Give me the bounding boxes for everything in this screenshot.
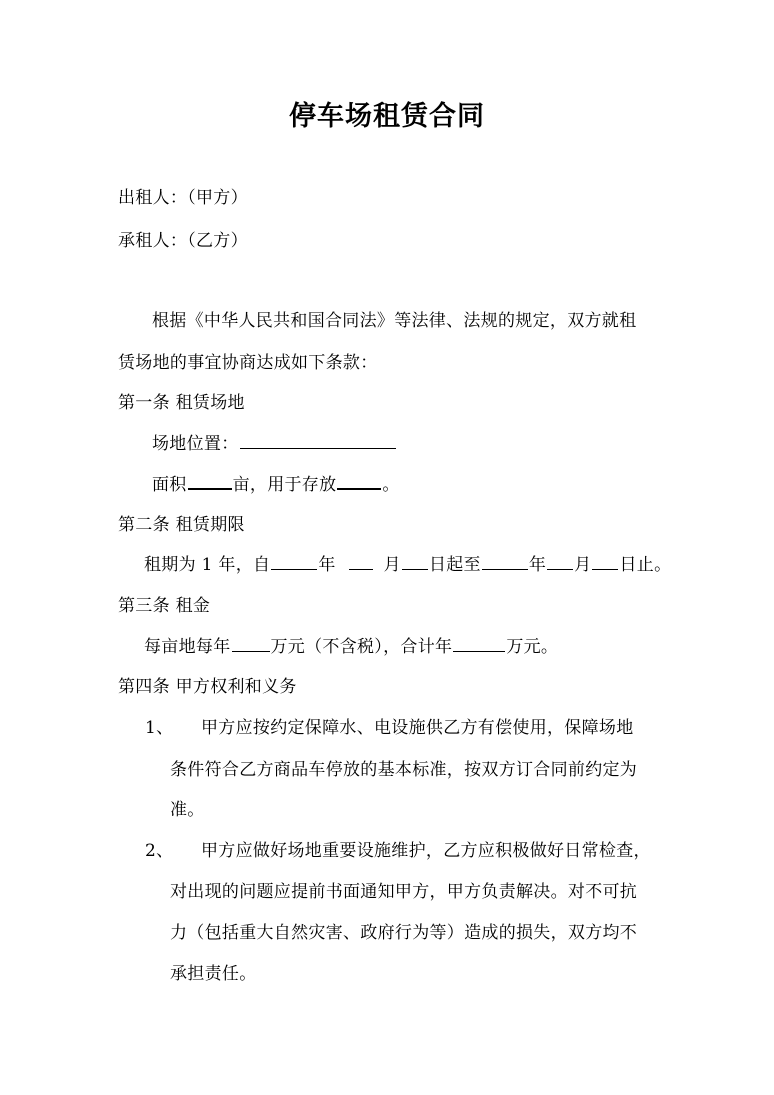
preamble-line-2: 赁场地的事宜协商达成如下条款：	[118, 353, 378, 373]
preamble-line-1: 根据《中华人民共和国合同法》等法律、法规的规定，双方就租	[152, 311, 637, 331]
end-year-blank[interactable]	[482, 551, 528, 570]
end-year-label: 年	[528, 555, 547, 575]
end-month-label: 月	[574, 555, 592, 575]
location-blank[interactable]	[240, 430, 396, 449]
area-blank[interactable]	[188, 470, 232, 490]
start-year-label: 年	[318, 555, 336, 575]
end-month-blank[interactable]	[547, 551, 573, 570]
location-line	[152, 429, 397, 454]
article-3-heading: 第三条 租金	[118, 596, 211, 616]
term-line	[144, 550, 671, 575]
article-1-heading: 第一条 租赁场地	[118, 393, 245, 413]
end-day-blank[interactable]	[592, 551, 618, 570]
rent-end: 万元。	[506, 637, 559, 657]
rent-line	[144, 632, 558, 657]
item-2-line-2: 对出现的问题应提前书面通知甲方，甲方负责解决。对不可抗	[170, 882, 638, 902]
area-line	[152, 470, 400, 495]
term-prefix: 租期为 1 年，自	[144, 555, 271, 575]
lessor-line: 出租人：（甲方）	[118, 188, 248, 208]
area-unit: 亩，用于存放	[232, 475, 337, 495]
item-2-line-4: 承担责任。	[170, 964, 257, 984]
article-4-heading: 第四条 甲方权利和义务	[118, 677, 297, 697]
item-2-number: 2、	[145, 841, 174, 861]
article-2-heading: 第二条 租赁期限	[118, 515, 245, 535]
item-2-line-1: 甲方应做好场地重要设施维护，乙方应积极做好日常检查，	[201, 841, 651, 861]
rent-per-acre-blank[interactable]	[232, 633, 270, 652]
area-label: 面积	[152, 475, 187, 495]
item-1-line-3: 准。	[170, 800, 205, 820]
start-day-blank[interactable]	[402, 551, 428, 570]
lessee-line: 承租人：（乙方）	[118, 231, 248, 251]
area-end: 。	[382, 475, 400, 495]
start-day-label: 日起至	[428, 555, 481, 575]
item-1-number: 1、	[145, 718, 174, 738]
rent-total-blank[interactable]	[453, 633, 505, 652]
rent-mid: 万元（不含税），合计年	[270, 637, 453, 657]
item-2-line-3: 力（包括重大自然灾害、政府行为等）造成的损失，双方均不	[170, 923, 638, 943]
end-day-label: 日止。	[619, 555, 672, 575]
storage-blank[interactable]	[337, 470, 381, 490]
location-label: 场地位置：	[152, 434, 239, 454]
document-title: 停车场租赁合同	[289, 101, 485, 132]
item-1-line-2: 条件符合乙方商品车停放的基本标准，按双方订合同前约定为	[170, 760, 638, 780]
item-1-line-1: 甲方应按约定保障水、电设施供乙方有偿使用，保障场地	[201, 718, 634, 738]
start-year-blank[interactable]	[271, 551, 317, 570]
rent-prefix: 每亩地每年	[144, 637, 231, 657]
start-month-blank[interactable]	[349, 551, 373, 570]
start-month-label: 月	[383, 555, 401, 575]
